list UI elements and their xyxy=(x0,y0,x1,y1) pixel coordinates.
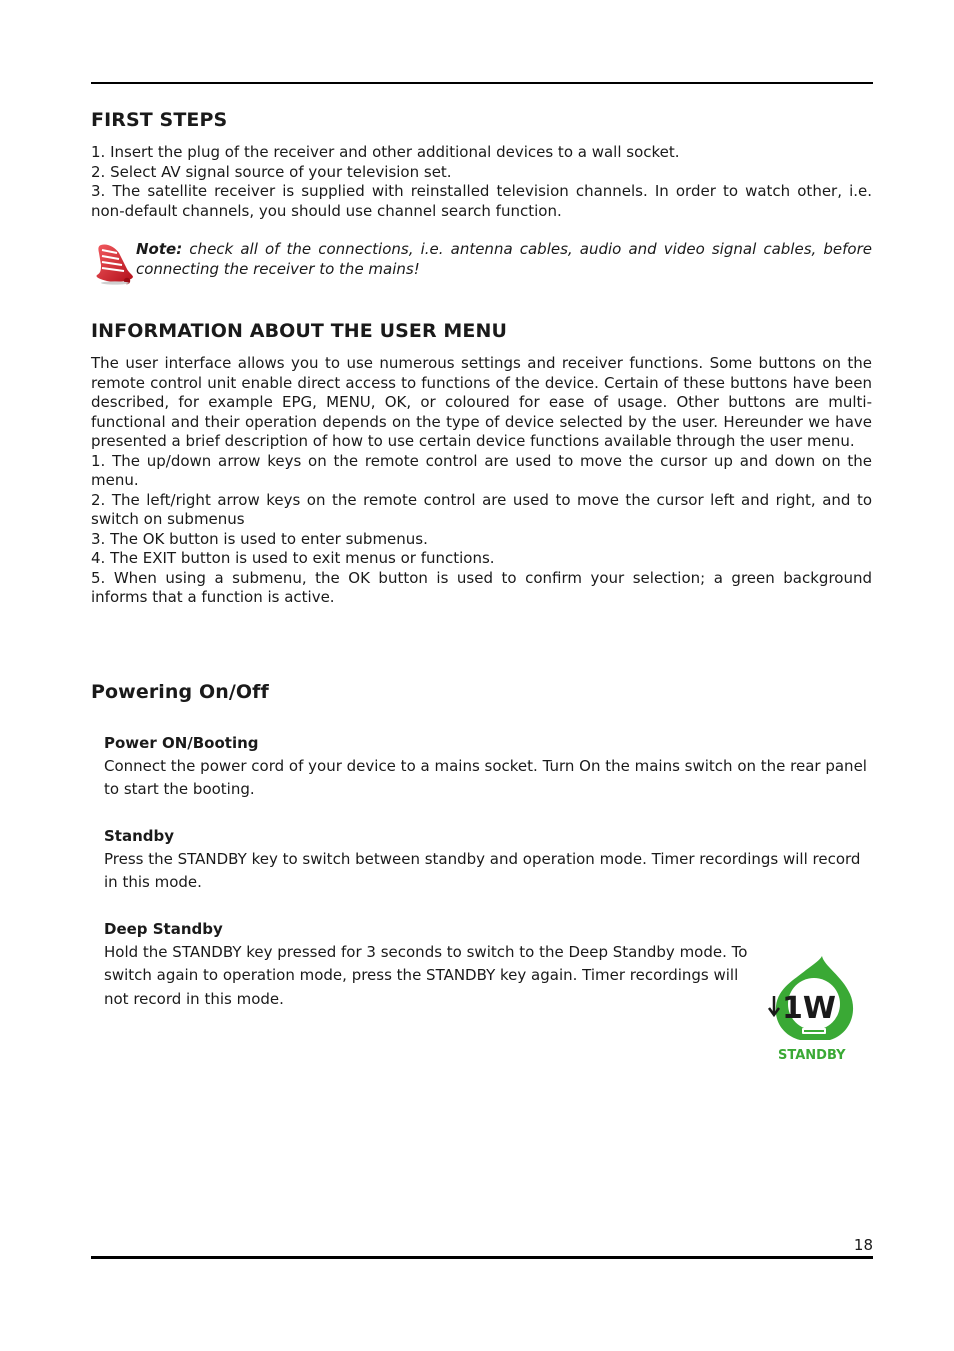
deep-standby-heading: Deep Standby xyxy=(104,919,223,938)
standby-heading: Standby xyxy=(104,826,175,845)
note-label: Note: xyxy=(136,240,183,258)
section-title-powering: Powering On/Off xyxy=(91,680,269,703)
note-text: check all of the connections, i.e. antenna cables, audio and video signal cables, before connecting the receiver to the mains! xyxy=(136,240,872,278)
section-title-first-steps: FIRST STEPS xyxy=(91,109,228,131)
page-content xyxy=(91,108,872,1011)
power-on-heading: Power ON/Booting xyxy=(104,733,259,752)
standby-1w-logo xyxy=(764,952,860,1064)
standby-text: Press the STANDBY key to switch between standby and operation mode. Timer recordings will record in this mode. xyxy=(104,849,861,891)
user-menu-item-5: 5. When using a submenu, the OK button is used to confirm your selection; a green background informs that a function is active. xyxy=(91,568,872,606)
first-steps-item-3: 3. The satellite receiver is supplied with reinstalled television channels. In order to watch other, i.e. non-default channels, you should use channel search function. xyxy=(91,182,872,220)
logo-label: STANDBY xyxy=(778,1048,846,1063)
section-title-user-menu: INFORMATION ABOUT THE USER MENU xyxy=(91,320,508,342)
deep-standby-text: Hold the STANDBY key pressed for 3 seconds to switch to the Deep Standby mode. To switch again to operation mode, press the STANDBY key again. Timer recordings will not record in this mode. xyxy=(104,942,748,1008)
user-menu-item-3: 3. The OK button is used to enter submenus. xyxy=(91,529,428,548)
header-rule xyxy=(91,82,873,84)
user-menu-intro: The user interface allows you to use numerous settings and receiver functions. Some buttons on the remote control unit enable direct access to functions of the device. Certain of these buttons have been described, for example EPG, MENU, OK, or coloured for ease of usage. Other buttons are multi-functional and their operation depends on the type of device selected by the user. Hereunder we have presented a brief description of how to use certain device functions available through the user menu. xyxy=(91,354,872,450)
alert-bell-icon xyxy=(93,241,135,285)
user-menu-item-2: 2. The left/right arrow keys on the remote control are used to move the cursor left and right, and to switch on submenus xyxy=(91,490,872,528)
page-number: 18 xyxy=(853,1236,873,1254)
first-steps-item-1: 1. Insert the plug of the receiver and other additional devices to a wall socket. xyxy=(91,143,680,161)
standby-block xyxy=(104,825,872,895)
deep-standby-block xyxy=(104,918,754,1012)
first-steps-item-2: 2. Select AV signal source of your television set. xyxy=(91,162,452,181)
user-menu-item-4: 4. The EXIT button is used to exit menus or functions. xyxy=(91,549,495,567)
note-box xyxy=(91,240,872,286)
footer-rule xyxy=(91,1256,873,1259)
power-on-block xyxy=(104,732,872,802)
logo-power-value: 1W xyxy=(782,991,836,1026)
power-on-text: Connect the power cord of your device to a mains socket. Turn On the mains switch on the rear panel to start the booting. xyxy=(104,756,867,798)
user-menu-item-1: 1. The up/down arrow keys on the remote control are used to move the cursor up and down on the menu. xyxy=(91,451,872,489)
